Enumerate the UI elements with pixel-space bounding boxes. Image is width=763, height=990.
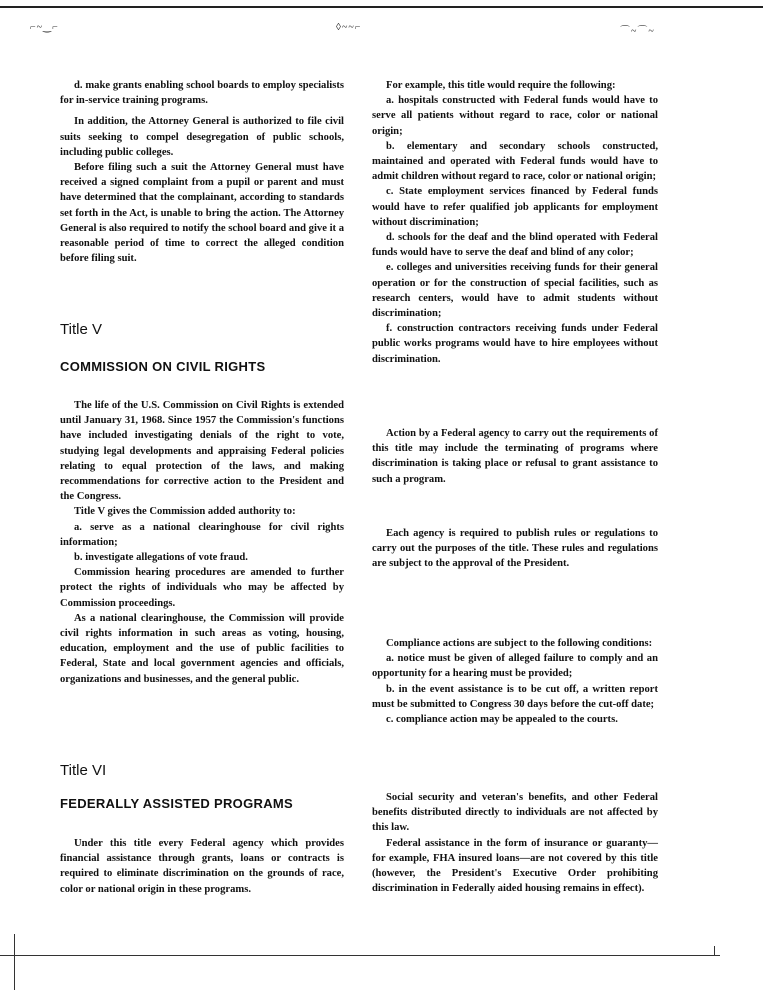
- paragraph: a. serve as a national clearinghouse for civil rights information;: [60, 521, 344, 548]
- paragraph: b. elementary and secondary schools constructed, maintained and operated with Federal funds would have to admit children without regard to race, color or national origin;: [372, 140, 658, 183]
- margin-mark-left: ⌐~‿⌐: [30, 22, 59, 33]
- left-block-2: [60, 398, 344, 687]
- paragraph: Federal assistance in the form of insurance or guaranty—for example, FHA insured loans—are not covered by this title (however, the President's Executive Order prohibiting discrimination in Federally aided housing remains in effect).: [372, 837, 658, 895]
- paragraph: The life of the U.S. Commission on Civil Rights is extended until January 31, 1968. Since 1957 the Commission's functions have included investigating denials of the right to vote, studying legal developments and appraising Federal policies relating to equal protection of the laws, and making recommendations for corrective action to the President and the Congress.: [60, 400, 344, 503]
- paragraph: d. make grants enabling school boards to employ specialists for in-service training programs.: [60, 80, 344, 107]
- paragraph: b. in the event assistance is to be cut off, a written report must be submitted to Congress 30 days before the cut-off date;: [372, 683, 658, 710]
- paragraph: In addition, the Attorney General is authorized to file civil suits seeking to compel desegregation of public schools, including public colleges.: [60, 116, 344, 158]
- right-block-5: [372, 790, 658, 896]
- title-v: Title V: [60, 321, 102, 338]
- paragraph: c. compliance action may be appealed to the courts.: [386, 714, 618, 726]
- right-block-1: [372, 78, 658, 367]
- paragraph: For example, this title would require the following:: [386, 80, 616, 91]
- margin-mark-center: ◊~~⌐: [336, 22, 362, 33]
- bottom-rule: [0, 955, 720, 956]
- top-rule: [0, 6, 763, 8]
- paragraph: Each agency is required to publish rules or regulations to carry out the purposes of the title. These rules and regulations are subject to the approval of the President.: [372, 528, 658, 570]
- right-block-4: [372, 636, 658, 727]
- paragraph: Action by a Federal agency to carry out the requirements of this title may include the terminating of programs where discrimination is taking place or refusal to grant assistance to such a program.: [372, 428, 658, 485]
- corner-tick: [714, 946, 715, 956]
- paragraph: f. construction contractors receiving funds under Federal public works programs would have to hire employees without discrimination.: [372, 323, 658, 365]
- right-block-2: [372, 426, 658, 487]
- paragraph: Social security and veteran's benefits, and other Federal benefits distributed directly to individuals are not affected by this law.: [372, 792, 658, 834]
- paragraph: d. schools for the deaf and the blind operated with Federal funds would have to serve the deaf and blind of any color;: [372, 232, 658, 259]
- paragraph: e. colleges and universities receiving funds for their general operation or for the construction of special facilities, such as research centers, would have to admit students without discrimination;: [372, 262, 658, 320]
- paragraph: Compliance actions are subject to the following conditions:: [386, 638, 653, 649]
- paragraph: a. notice must be given of alleged failure to comply and an opportunity for a hearing must be provided;: [372, 653, 658, 680]
- left-block-1: [60, 78, 344, 266]
- right-block-3: [372, 526, 658, 572]
- paragraph: Before filing such a suit the Attorney General must have received a signed complaint from a pupil or parent and must have determined that the complainant, according to standards set forth in the Act, is unable to bring the action. The Attorney General is also required to notify the school board and give it a reasonable period of time to correct the alleged condition before filing suit.: [60, 162, 344, 265]
- corner-rule: [14, 934, 15, 990]
- margin-mark-right: ⌒~⌒~: [620, 26, 655, 37]
- paragraph: Title V gives the Commission added authority to:: [74, 506, 296, 518]
- left-block-3: [60, 836, 344, 897]
- paragraph: Under this title every Federal agency which provides financial assistance through grants, loans or contracts is required to eliminate discrimination on the grounds of race, color or national origin in these programs.: [60, 838, 344, 895]
- paragraph: Commission hearing procedures are amended to further protect the rights of individuals who may be affected by Commission proceedings.: [60, 567, 344, 609]
- heading-commission-civil-rights: COMMISSION ON CIVIL RIGHTS: [60, 359, 266, 374]
- paragraph: b. investigate allegations of vote fraud.: [74, 552, 248, 564]
- title-vi: Title VI: [60, 762, 107, 779]
- paragraph: As a national clearinghouse, the Commission will provide civil rights information in such areas as voting, housing, education, employment and the use of public facilities to Federal, State and local government agencies and officials, organizations and businesses, and the general public.: [60, 612, 344, 685]
- heading-federally-assisted-programs: FEDERALLY ASSISTED PROGRAMS: [60, 796, 293, 811]
- paragraph: a. hospitals constructed with Federal funds would have to serve all patients without regard to race, color or national origin;: [372, 95, 658, 137]
- paragraph: c. State employment services financed by Federal funds would have to refer qualified job applicants for employment without discrimination;: [372, 186, 658, 228]
